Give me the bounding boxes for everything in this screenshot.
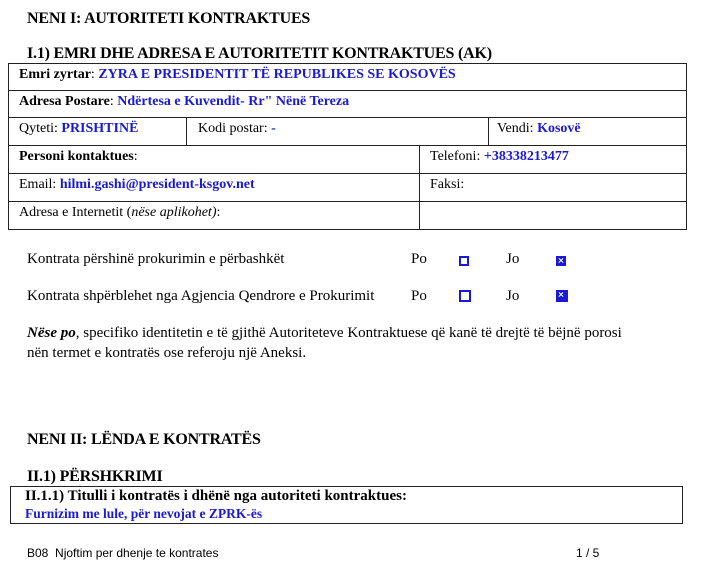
- email-value[interactable]: hilmi.gashi@president-ksgov.net: [59, 177, 255, 192]
- central-agency-no-label: Jo: [506, 288, 520, 304]
- note-paragraph: [27, 325, 622, 342]
- phone-label: Telefoni:: [430, 149, 481, 164]
- postal-address-label: Adresa Postare: [19, 94, 110, 109]
- internet-suffix: :: [216, 205, 221, 220]
- internet-label: Adresa e Internetit (: [19, 205, 132, 220]
- internet-note: nëse aplikohet): [131, 205, 217, 220]
- footer-doc-info: [27, 546, 218, 560]
- fax-label: Faksi:: [430, 177, 465, 192]
- table-divider: [419, 145, 420, 229]
- table-divider: [9, 145, 686, 146]
- table-divider: [9, 201, 686, 202]
- central-agency-question: Kontrata shpërblehet nga Agjencia Qendrore e Prokurimit: [27, 288, 375, 304]
- country-value: Kosovë: [537, 121, 581, 136]
- note-line-1: , specifiko identitetin e të gjithë Autoriteteve Kontraktuese që kanë të drejtë të bëjnë porosi: [75, 325, 622, 341]
- postal-code-value: -: [271, 121, 276, 136]
- section-2-1-heading: II.1) PËRSHKRIMI: [27, 468, 163, 485]
- table-divider: [9, 90, 686, 91]
- official-name-value: ZYRA E PRESIDENTIT TË REPUBLIKES SE KOSOVËS: [98, 67, 456, 82]
- contract-title-label: II.1.1) Titulli i kontratës i dhënë nga autoriteti kontraktues:: [25, 488, 407, 504]
- postal-address-value: Ndërtesa e Kuvendit- Rr" Nënë Tereza: [117, 94, 350, 109]
- footer-doc-code: B08: [27, 546, 49, 560]
- official-name-label: Emri zyrtar: [19, 67, 91, 82]
- email-label: Email:: [19, 177, 57, 192]
- city-value: PRISHTINË: [61, 121, 139, 136]
- city-label: Qyteti:: [19, 121, 58, 136]
- phone-field: [430, 149, 569, 165]
- joint-procurement-no-label: Jo: [506, 251, 520, 267]
- fax-field: [430, 177, 464, 193]
- email-field: [19, 177, 255, 193]
- section-1-1-heading: I.1) EMRI DHE ADRESA E AUTORITETIT KONTRAKTUES (AK): [27, 45, 492, 62]
- section-1-heading: NENI I: AUTORITETI KONTRAKTUES: [27, 10, 311, 27]
- table-divider: [9, 117, 686, 118]
- postal-address-field: Adresa Postare: Ndërtesa e Kuvendit- Rr" Nënë Tereza: [19, 94, 350, 109]
- official-name-field: Emri zyrtar: ZYRA E PRESIDENTIT TË REPUBLIKES SE KOSOVËS: [19, 67, 456, 82]
- contracting-authority-table: [8, 63, 687, 230]
- joint-procurement-no-checkbox[interactable]: [556, 256, 566, 266]
- section-2-heading: NENI II: LËNDA E KONTRATËS: [27, 431, 261, 448]
- postal-code-label: Kodi postar:: [198, 121, 268, 136]
- joint-procurement-yes-label: Po: [411, 251, 427, 267]
- contact-person-field: Personi kontaktues:: [19, 149, 138, 164]
- page-number: 1 / 5: [576, 546, 600, 560]
- joint-procurement-yes-checkbox[interactable]: [459, 256, 469, 266]
- table-divider: [9, 173, 686, 174]
- country-field: [497, 121, 581, 137]
- contract-title-value: Furnizim me lule, për nevojat e ZPRK-ës: [25, 506, 263, 521]
- central-agency-yes-label: Po: [411, 288, 427, 304]
- contract-title-box: [10, 486, 683, 524]
- footer-doc-name: Njoftim per dhenje te kontrates: [55, 546, 219, 560]
- central-agency-no-checkbox[interactable]: [556, 290, 568, 302]
- internet-address-field: [19, 205, 220, 221]
- country-label: Vendi:: [497, 121, 534, 136]
- note-line-2: nën termet e kontratës ose referoju një Aneksi.: [27, 345, 307, 361]
- phone-value: +38338213477: [483, 149, 569, 164]
- contact-person-label: Personi kontaktues: [19, 149, 134, 164]
- note-emphasis: Nëse po: [27, 325, 76, 341]
- central-agency-yes-checkbox[interactable]: [459, 290, 471, 302]
- table-divider: [488, 117, 489, 145]
- city-field: [19, 121, 138, 137]
- table-divider: [186, 117, 187, 145]
- postal-code-field: [198, 121, 276, 137]
- joint-procurement-question: Kontrata përshinë prokurimin e përbashkët: [27, 251, 285, 267]
